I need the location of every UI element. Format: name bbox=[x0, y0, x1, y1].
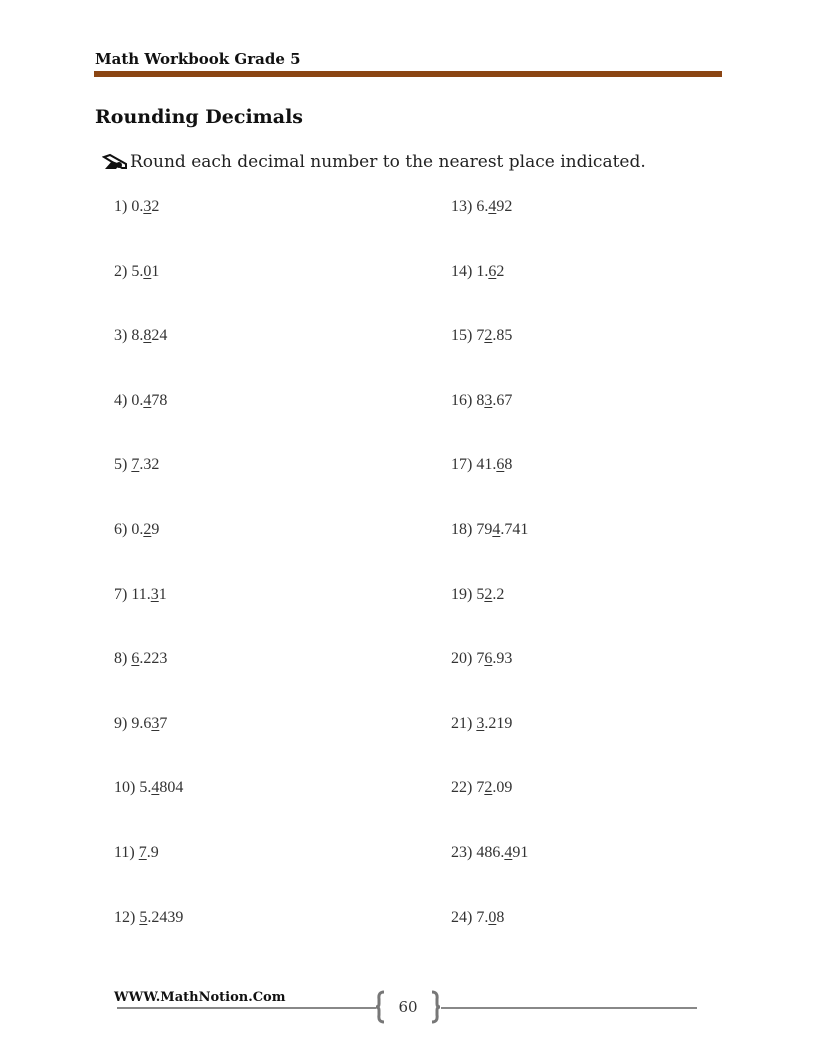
digits-after: 8 bbox=[504, 456, 513, 474]
problem-value bbox=[476, 263, 504, 280]
digits-after: 8 bbox=[496, 908, 505, 926]
underlined-digit: 6 bbox=[496, 456, 505, 474]
problem-number: 7) bbox=[114, 585, 128, 603]
instruction bbox=[102, 152, 646, 172]
digits-after: .85 bbox=[492, 327, 513, 345]
problem-value bbox=[131, 456, 159, 473]
problem-value bbox=[476, 844, 528, 861]
problem-item bbox=[114, 650, 167, 672]
digits-before: 9.6 bbox=[131, 714, 152, 732]
problem-number: 1) bbox=[114, 198, 128, 215]
problem-number: 18) bbox=[451, 521, 473, 538]
problem-number: 9) bbox=[114, 714, 128, 732]
problem-number: 8) bbox=[114, 650, 128, 668]
digits-after: 7 bbox=[159, 714, 168, 732]
problem-value bbox=[131, 586, 166, 603]
problem-value bbox=[139, 909, 183, 926]
problem-value bbox=[131, 263, 159, 280]
digits-before: 5. bbox=[131, 262, 144, 280]
problem-value bbox=[476, 521, 528, 538]
digits-after: 78 bbox=[151, 391, 168, 409]
problem-value bbox=[131, 327, 167, 344]
section-title: Rounding Decimals bbox=[95, 106, 303, 128]
digits-before: 0. bbox=[131, 198, 144, 215]
problem-item bbox=[114, 456, 159, 478]
problem-item bbox=[114, 263, 159, 285]
problem-item bbox=[114, 198, 159, 220]
problem-item bbox=[114, 909, 183, 931]
problem-value bbox=[476, 909, 504, 926]
problem-item bbox=[114, 586, 167, 608]
underlined-digit: 3 bbox=[151, 714, 160, 732]
underlined-digit: 4 bbox=[492, 521, 501, 538]
digits-after: .219 bbox=[484, 714, 513, 732]
problem-value bbox=[131, 521, 159, 538]
problem-item bbox=[451, 456, 512, 478]
digits-before: 486. bbox=[476, 844, 505, 861]
problem-item bbox=[451, 198, 512, 220]
digits-before: 0. bbox=[131, 391, 144, 409]
problem-item bbox=[451, 844, 528, 866]
digits-before: 7. bbox=[476, 908, 489, 926]
underlined-digit: 2 bbox=[143, 521, 152, 538]
workbook-title: Math Workbook Grade 5 bbox=[95, 50, 301, 68]
problem-value bbox=[139, 844, 159, 861]
underlined-digit: 7 bbox=[138, 844, 147, 861]
problem-value bbox=[476, 327, 512, 344]
problem-item bbox=[451, 909, 504, 931]
problem-item bbox=[114, 844, 159, 866]
problem-item bbox=[114, 392, 167, 414]
problem-item bbox=[451, 779, 512, 801]
digits-before: 7 bbox=[476, 327, 485, 345]
digits-before: 5. bbox=[139, 779, 152, 797]
underlined-digit: 5 bbox=[139, 908, 148, 926]
underlined-digit: 3 bbox=[150, 585, 159, 603]
problem-item bbox=[114, 779, 183, 801]
problem-value bbox=[476, 715, 512, 732]
problem-value bbox=[139, 779, 183, 796]
footer-rule-left bbox=[117, 1007, 376, 1009]
underlined-digit: 3 bbox=[143, 198, 152, 215]
digits-after: .32 bbox=[139, 456, 160, 474]
problem-value bbox=[131, 392, 167, 409]
digits-after: 91 bbox=[512, 844, 529, 861]
problem-number: 20) bbox=[451, 650, 473, 668]
problem-value bbox=[476, 198, 512, 215]
underlined-digit: 4 bbox=[504, 844, 513, 861]
problem-item bbox=[451, 263, 504, 285]
problem-number: 21) bbox=[451, 714, 473, 732]
problem-value bbox=[131, 715, 167, 732]
underlined-digit: 6 bbox=[131, 650, 140, 668]
problem-value bbox=[476, 779, 512, 796]
digits-after: 92 bbox=[496, 198, 513, 215]
digits-after: .2 bbox=[492, 585, 505, 603]
problem-value bbox=[476, 392, 512, 409]
digits-after: .09 bbox=[492, 779, 513, 797]
problem-value bbox=[476, 456, 512, 473]
underlined-digit: 7 bbox=[131, 456, 140, 474]
digits-before: 8 bbox=[476, 391, 485, 409]
problem-value bbox=[476, 586, 504, 603]
problem-number: 16) bbox=[451, 391, 473, 409]
problem-value bbox=[476, 650, 512, 667]
page-number bbox=[376, 990, 440, 1024]
underlined-digit: 0 bbox=[143, 262, 152, 280]
underlined-digit: 4 bbox=[151, 779, 160, 797]
underlined-digit: 2 bbox=[484, 327, 493, 345]
problem-item bbox=[451, 521, 528, 543]
problem-number: 2) bbox=[114, 262, 128, 280]
problem-number: 15) bbox=[451, 327, 473, 345]
digits-before: 7 bbox=[476, 650, 485, 668]
underlined-digit: 2 bbox=[484, 585, 493, 603]
underlined-digit: 8 bbox=[143, 327, 152, 345]
digits-before: 6. bbox=[476, 198, 489, 215]
digits-after: .67 bbox=[492, 391, 513, 409]
problem-item bbox=[114, 715, 167, 737]
digits-before: 1. bbox=[476, 262, 489, 280]
problem-number: 10) bbox=[114, 779, 136, 797]
footer-website: WWW.MathNotion.Com bbox=[114, 990, 286, 1005]
problem-number: 3) bbox=[114, 327, 128, 345]
problem-item bbox=[451, 650, 512, 672]
problem-value bbox=[131, 198, 159, 215]
problem-item bbox=[451, 715, 512, 737]
problem-number: 14) bbox=[451, 262, 473, 280]
problem-item bbox=[451, 392, 512, 414]
problem-number: 17) bbox=[451, 456, 473, 474]
digits-after: 2 bbox=[496, 262, 505, 280]
problem-item bbox=[114, 521, 159, 543]
problem-value bbox=[131, 650, 167, 667]
page-number-text: 60 bbox=[398, 998, 418, 1016]
problem-number: 24) bbox=[451, 908, 473, 926]
digits-before: 7 bbox=[476, 779, 485, 797]
digits-after: 1 bbox=[158, 585, 167, 603]
problem-item bbox=[451, 586, 504, 608]
digits-before: 5 bbox=[476, 585, 485, 603]
digits-after: 1 bbox=[151, 262, 160, 280]
underlined-digit: 4 bbox=[143, 391, 152, 409]
digits-after: .223 bbox=[139, 650, 168, 668]
digits-after: 9 bbox=[151, 521, 160, 538]
instruction-text: Round each decimal number to the nearest place indicated. bbox=[130, 152, 646, 172]
digits-after: 2 bbox=[151, 198, 160, 215]
digits-before: 11. bbox=[131, 585, 151, 603]
digits-before: 0. bbox=[131, 521, 144, 538]
problem-number: 23) bbox=[451, 844, 473, 861]
problem-item bbox=[114, 327, 167, 349]
header-rule bbox=[94, 71, 722, 77]
footer-rule-right bbox=[441, 1007, 697, 1009]
problem-number: 4) bbox=[114, 391, 128, 409]
problem-number: 12) bbox=[114, 908, 136, 926]
underlined-digit: 6 bbox=[488, 262, 497, 280]
digits-after: .93 bbox=[492, 650, 513, 668]
digits-after: .9 bbox=[146, 844, 159, 861]
pencil-hand-icon bbox=[102, 153, 128, 171]
problem-number: 13) bbox=[451, 198, 473, 215]
digits-after: 804 bbox=[159, 779, 184, 797]
problem-number: 6) bbox=[114, 521, 128, 538]
digits-after: 24 bbox=[151, 327, 168, 345]
underlined-digit: 3 bbox=[476, 714, 485, 732]
underlined-digit: 0 bbox=[488, 908, 497, 926]
underlined-digit: 2 bbox=[484, 779, 493, 797]
digits-after: .2439 bbox=[147, 908, 184, 926]
digits-before: 41. bbox=[476, 456, 497, 474]
digits-after: .741 bbox=[500, 521, 529, 538]
problem-number: 19) bbox=[451, 585, 473, 603]
problem-item bbox=[451, 327, 512, 349]
problem-number: 5) bbox=[114, 456, 128, 474]
problem-number: 22) bbox=[451, 779, 473, 797]
underlined-digit: 3 bbox=[484, 391, 493, 409]
digits-before: 8. bbox=[131, 327, 144, 345]
digits-before: 79 bbox=[476, 521, 493, 538]
problem-number: 11) bbox=[114, 844, 135, 861]
underlined-digit: 4 bbox=[488, 198, 497, 215]
underlined-digit: 6 bbox=[484, 650, 493, 668]
